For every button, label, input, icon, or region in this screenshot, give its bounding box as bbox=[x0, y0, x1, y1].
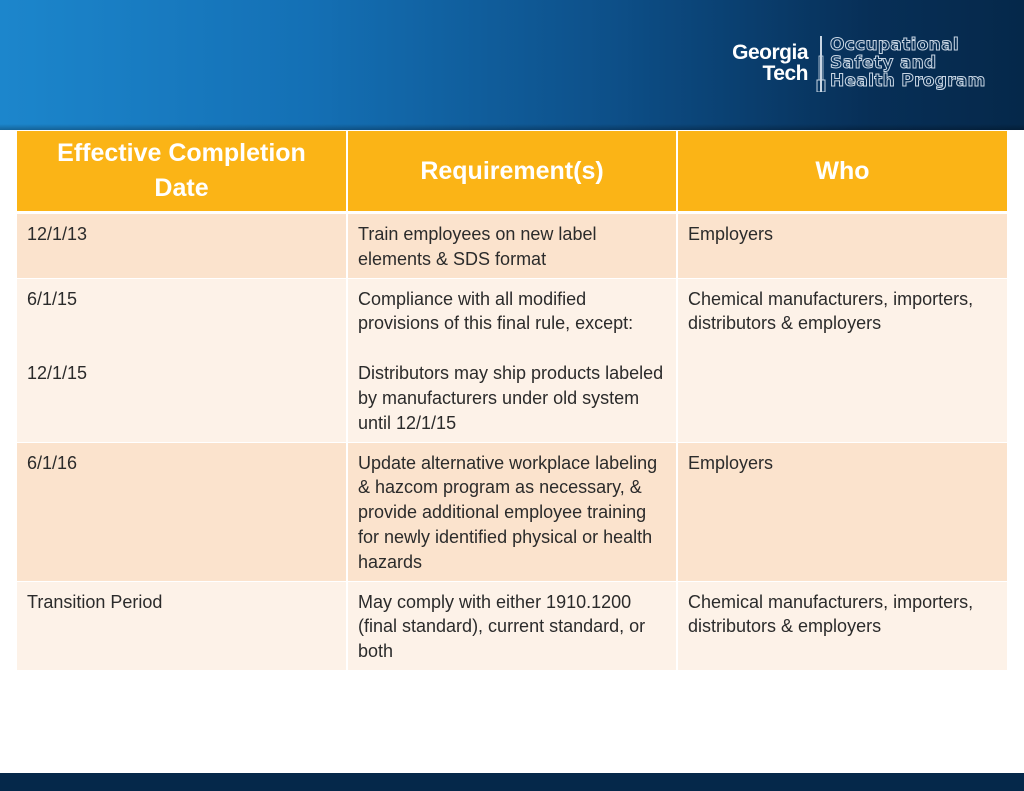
logo-program-line1: Occupational bbox=[830, 35, 959, 55]
header-who: Who bbox=[677, 131, 1007, 213]
cell-date: 6/1/16 bbox=[17, 442, 347, 581]
cell-requirement bbox=[347, 278, 677, 442]
header-effective-date: Effective Completion Date bbox=[17, 131, 347, 213]
header-requirements: Requirement(s) bbox=[347, 131, 677, 213]
georgia-tech-oshp-logo bbox=[704, 34, 1016, 94]
georgia-tech-wordmark bbox=[732, 42, 808, 84]
cell-date bbox=[17, 278, 347, 442]
cell-who: Chemical manufacturers, importers, distributors & employers bbox=[677, 278, 1007, 442]
table-row bbox=[17, 442, 1007, 581]
logo-org-line2: Tech bbox=[762, 62, 808, 85]
logo-program-line3: Health Program bbox=[830, 71, 986, 91]
compliance-schedule-table bbox=[17, 131, 1007, 671]
footer-bar bbox=[0, 773, 1024, 791]
logo-program-line2: Safety and bbox=[830, 53, 937, 73]
program-wordmark bbox=[830, 36, 986, 90]
table-row bbox=[17, 278, 1007, 442]
cell-who: Employers bbox=[677, 442, 1007, 581]
table-row bbox=[17, 581, 1007, 670]
cell-requirement: Train employees on new label elements & SDS format bbox=[347, 213, 677, 279]
tower-icon bbox=[816, 36, 826, 92]
requirement-exception: Distributors may ship products labeled by manufacturers under old system until 12/1/15 bbox=[358, 363, 664, 433]
header-banner bbox=[0, 0, 1024, 130]
cell-who: Chemical manufacturers, importers, distributors & employers bbox=[677, 581, 1007, 670]
cell-date: Transition Period bbox=[17, 581, 347, 670]
cell-requirement: Update alternative workplace labeling & hazcom program as necessary, & provide additional employee training for newly identified physical or health hazards bbox=[347, 442, 677, 581]
cell-date: 12/1/13 bbox=[17, 213, 347, 279]
date-secondary: 12/1/15 bbox=[27, 363, 88, 384]
logo-org-line1: Georgia bbox=[732, 41, 808, 64]
table-header-row bbox=[17, 131, 1007, 213]
requirement-primary: Compliance with all modified provisions of this final rule, except: bbox=[358, 288, 634, 334]
table-row bbox=[17, 213, 1007, 279]
cell-requirement: May comply with either 1910.1200 (final standard), current standard, or both bbox=[347, 581, 677, 670]
cell-who: Employers bbox=[677, 213, 1007, 279]
date-primary: 6/1/15 bbox=[27, 288, 78, 309]
